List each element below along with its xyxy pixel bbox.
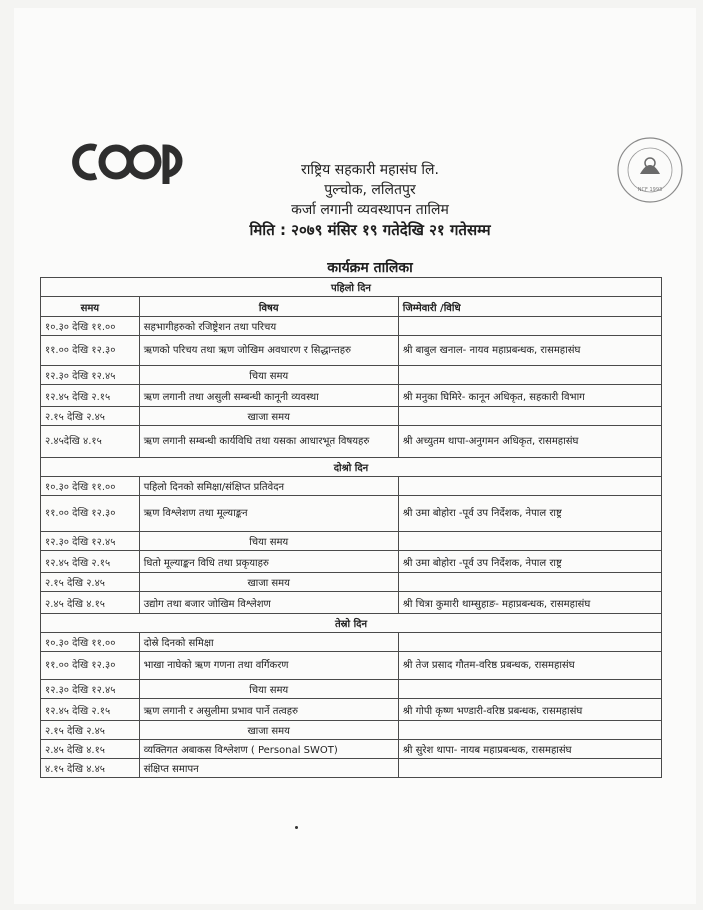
session-topic: ऋण लगानी सम्बन्धी कार्यविधि तथा यसका आधारभूत विषयहरु bbox=[139, 426, 398, 458]
session-responsible bbox=[398, 477, 661, 496]
day-title: दोश्रो दिन bbox=[41, 458, 662, 477]
session-responsible: श्री सुरेश थापा- नायब महाप्रबन्धक, रासमहासंघ bbox=[398, 740, 661, 759]
session-row bbox=[41, 317, 662, 336]
session-responsible bbox=[398, 759, 661, 778]
session-time: २.१५ देखि २.४५ bbox=[41, 407, 140, 426]
org-name: राष्ट्रिय सहकारी महासंघ लि. bbox=[301, 162, 439, 178]
col-responsible-header: जिम्मेवारी /विधि bbox=[398, 297, 661, 317]
session-time: २.४५ देखि ४.१५ bbox=[41, 740, 140, 759]
session-row bbox=[41, 551, 662, 573]
col-topic-header: विषय bbox=[139, 297, 398, 317]
break-label: खाजा समय bbox=[139, 407, 398, 426]
schedule-table bbox=[40, 277, 662, 778]
session-time: २.१५ देखि २.४५ bbox=[41, 573, 140, 592]
session-time: १२.४५ देखि २.१५ bbox=[41, 699, 140, 721]
session-time: ११.०० देखि १२.३० bbox=[41, 496, 140, 532]
break-row bbox=[41, 366, 662, 385]
session-responsible bbox=[398, 532, 661, 551]
session-time: १२.४५ देखि २.१५ bbox=[41, 551, 140, 573]
session-row bbox=[41, 759, 662, 778]
seal-text: NCF 1993 bbox=[637, 187, 663, 193]
session-responsible bbox=[398, 317, 661, 336]
session-row bbox=[41, 336, 662, 366]
session-topic: ऋण लगानी तथा असुली सम्बन्धी कानूनी व्यवस्था bbox=[139, 385, 398, 407]
session-topic: सहभागीहरुको रजिष्ट्रेशन तथा परिचय bbox=[139, 317, 398, 336]
session-responsible: श्री उमा बोहोरा -पूर्व उप निर्देशक, नेपाल राष्ट्र bbox=[398, 496, 661, 532]
session-row bbox=[41, 592, 662, 614]
session-topic: भाखा नाघेको ऋण गणना तथा वर्गिकरण bbox=[139, 652, 398, 680]
day-title: तेस्रो दिन bbox=[41, 614, 662, 633]
break-row bbox=[41, 573, 662, 592]
coop-logo bbox=[70, 134, 190, 190]
session-topic: ऋण विश्लेशण तथा मूल्याङ्कन bbox=[139, 496, 398, 532]
program-title: कार्यक्रम तालिका bbox=[327, 260, 413, 276]
session-row bbox=[41, 477, 662, 496]
session-time: २.४५देखि ४.१५ bbox=[41, 426, 140, 458]
day-heading bbox=[41, 614, 662, 633]
training-date: मिति : २०७९ मंसिर १९ गतेदेखि २१ गतेसम्म bbox=[249, 221, 491, 239]
break-label: खाजा समय bbox=[139, 721, 398, 740]
session-responsible bbox=[398, 633, 661, 652]
session-time: १०.३० देखि ११.०० bbox=[41, 317, 140, 336]
session-time: ४.१५ देखि ४.४५ bbox=[41, 759, 140, 778]
session-time: १०.३० देखि ११.०० bbox=[41, 477, 140, 496]
break-row bbox=[41, 407, 662, 426]
session-topic: संक्षिप्त समापन bbox=[139, 759, 398, 778]
session-responsible bbox=[398, 573, 661, 592]
break-row bbox=[41, 680, 662, 699]
document-header bbox=[230, 160, 510, 240]
session-row bbox=[41, 496, 662, 532]
stray-mark bbox=[295, 826, 298, 829]
session-responsible: श्री चित्रा कुमारी थाम्सुहाङ- महाप्रबन्धक, रासमहासंघ bbox=[398, 592, 661, 614]
session-responsible bbox=[398, 366, 661, 385]
training-title: कर्जा लगानी व्यवस्थापन तालिम bbox=[291, 202, 449, 218]
session-time: १२.३० देखि १२.४५ bbox=[41, 680, 140, 699]
break-row bbox=[41, 721, 662, 740]
day-heading bbox=[41, 278, 662, 297]
session-row bbox=[41, 699, 662, 721]
session-row bbox=[41, 426, 662, 458]
session-topic: व्यक्तिगत अबाकस विश्लेशण ( Personal SWOT) bbox=[139, 740, 398, 759]
session-responsible bbox=[398, 407, 661, 426]
break-label: चिया समय bbox=[139, 680, 398, 699]
session-time: १२.४५ देखि २.१५ bbox=[41, 385, 140, 407]
col-time-header: समय bbox=[41, 297, 140, 317]
session-responsible: श्री बाबुल खनाल- नायव महाप्रबन्धक, रासमहासंघ bbox=[398, 336, 661, 366]
session-row bbox=[41, 740, 662, 759]
session-topic: ऋण लगानी र असुलीमा प्रभाव पार्ने तत्वहरु bbox=[139, 699, 398, 721]
session-row bbox=[41, 385, 662, 407]
session-responsible: श्री तेज प्रसाद गौतम-वरिष्ठ प्रबन्धक, रासमहासंघ bbox=[398, 652, 661, 680]
session-topic: धितो मूल्याङ्कन विधि तथा प्रकृयाहरु bbox=[139, 551, 398, 573]
session-time: ११.०० देखि १२.३० bbox=[41, 652, 140, 680]
session-time: २.१५ देखि २.४५ bbox=[41, 721, 140, 740]
session-responsible: श्री उमा बोहोरा -पूर्व उप निर्देशक, नेपाल राष्ट्र bbox=[398, 551, 661, 573]
session-time: २.४५ देखि ४.१५ bbox=[41, 592, 140, 614]
break-label: खाजा समय bbox=[139, 573, 398, 592]
session-topic: ऋणको परिचय तथा ऋण जोखिम अवधारण र सिद्धान्तहरु bbox=[139, 336, 398, 366]
session-topic: पहिलो दिनको समिक्षा/संक्षिप्त प्रतिवेदन bbox=[139, 477, 398, 496]
break-label: चिया समय bbox=[139, 366, 398, 385]
session-responsible: श्री गोपी कृष्ण भण्डारी-वरिष्ठ प्रबन्धक, रासमहासंघ bbox=[398, 699, 661, 721]
break-row bbox=[41, 532, 662, 551]
session-topic: उद्योग तथा बजार जोखिम विश्लेशण bbox=[139, 592, 398, 614]
federation-seal bbox=[616, 136, 684, 204]
session-row bbox=[41, 652, 662, 680]
org-address: पुल्चोक, ललितपुर bbox=[324, 182, 416, 198]
break-label: चिया समय bbox=[139, 532, 398, 551]
session-topic: दोस्रे दिनको समिक्षा bbox=[139, 633, 398, 652]
column-header-row bbox=[41, 297, 662, 317]
session-time: १२.३० देखि १२.४५ bbox=[41, 366, 140, 385]
session-responsible bbox=[398, 680, 661, 699]
day-heading bbox=[41, 458, 662, 477]
session-time: ११.०० देखि १२.३० bbox=[41, 336, 140, 366]
day-title: पहिलो दिन bbox=[41, 278, 662, 297]
session-time: १२.३० देखि १२.४५ bbox=[41, 532, 140, 551]
session-responsible: श्री मनुका घिमिरे- कानून अधिकृत, सहकारी विभाग bbox=[398, 385, 661, 407]
session-responsible bbox=[398, 721, 661, 740]
session-row bbox=[41, 633, 662, 652]
session-time: १०.३० देखि ११.०० bbox=[41, 633, 140, 652]
session-responsible: श्री अच्युतम थापा-अनुगमन अधिकृत, रासमहासंघ bbox=[398, 426, 661, 458]
